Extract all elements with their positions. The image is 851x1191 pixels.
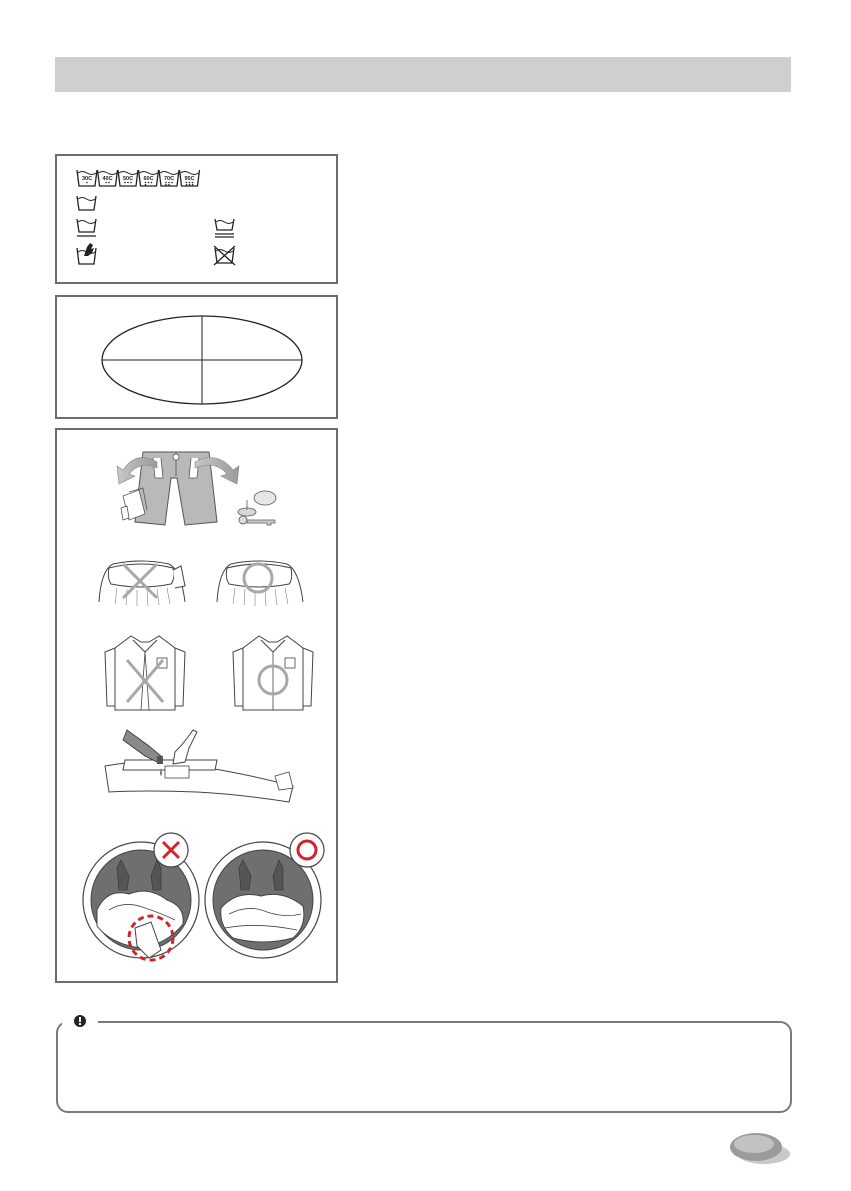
care-symbols-panel [55, 154, 338, 284]
note-icon-wrap [62, 1013, 98, 1029]
page-oval-svg [730, 1132, 792, 1166]
shirt-unbuttoned-illustration [105, 636, 185, 710]
page-number-badge [730, 1132, 792, 1166]
sorting-ellipse-svg [57, 297, 336, 417]
drum-correct-load-illustration [205, 833, 324, 958]
wash-temp-label: 95C [184, 176, 195, 182]
waistband-incorrect-illustration [99, 561, 185, 606]
wash-tub-icon [77, 196, 96, 210]
do-not-wash-icon [214, 246, 235, 265]
wash-temp-label: 70C [163, 176, 175, 182]
waistband-correct-illustration [217, 561, 303, 606]
wash-temp-label: 30C [81, 176, 93, 182]
exclamation-icon [62, 1013, 98, 1029]
very-gentle-wash-tub-icon [215, 219, 234, 237]
wash-temp-icon [139, 170, 159, 186]
temperature-tubs-row [77, 170, 200, 186]
shirt-buttoned-illustration [233, 636, 313, 710]
wash-temp-icon [159, 170, 179, 186]
pretreat-collar-illustration [105, 730, 293, 802]
laundry-preparation-panel [55, 428, 338, 983]
wash-temp-icon [77, 170, 97, 186]
wash-temp-label: 50C [122, 176, 134, 182]
preparation-illustrations-svg [57, 430, 336, 981]
section-header-bar [55, 57, 791, 92]
gentle-wash-tub-icon [77, 219, 96, 236]
hand-wash-icon [77, 243, 96, 264]
wash-temp-icon [98, 170, 118, 186]
sorting-diagram-panel [55, 295, 338, 419]
empty-pockets-illustration [117, 452, 276, 525]
wash-temp-label: 40C [102, 176, 113, 182]
care-symbols-svg [57, 156, 336, 282]
wash-temp-icon [118, 170, 138, 186]
wash-temp-icon [180, 170, 200, 186]
note-box [56, 1021, 792, 1113]
wash-temp-label: 60C [143, 176, 154, 182]
drum-overloaded-illustration [83, 833, 199, 960]
